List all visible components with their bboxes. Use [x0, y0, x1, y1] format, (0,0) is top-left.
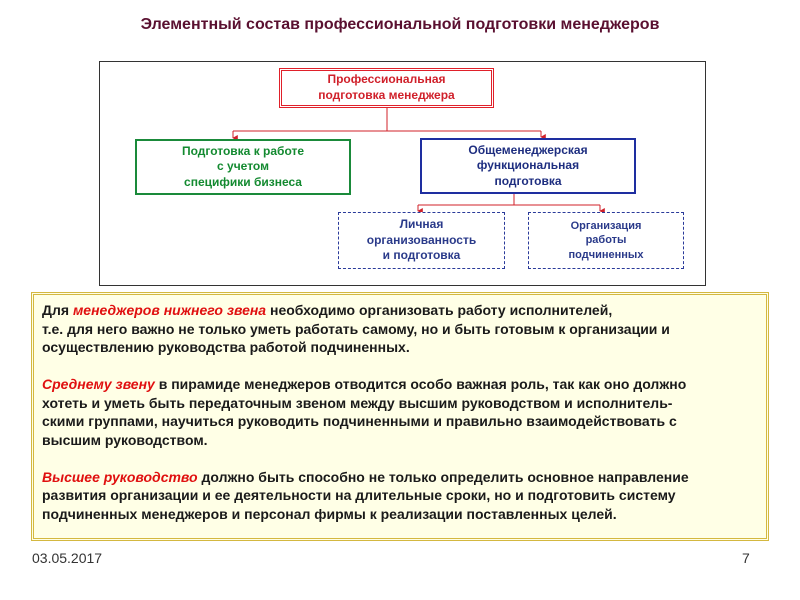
box-line: Организация — [570, 220, 642, 233]
box-personal-organization — [338, 212, 505, 269]
box-line: организованность — [366, 232, 477, 247]
page-number: 7 — [742, 550, 750, 566]
paragraph-top-level — [42, 468, 758, 524]
text-run: высшим руководством. — [42, 431, 208, 448]
highlight-top-level: Высшее руководство — [42, 468, 198, 485]
text-run: осуществлению руководства работой подчиненных. — [42, 339, 410, 355]
box-line: Профессиональная — [327, 72, 446, 87]
box-line: подчиненных — [568, 248, 644, 261]
box-line: Подготовка к работе — [181, 143, 305, 158]
box-line: работы — [585, 234, 627, 247]
box-line: и подготовка — [382, 248, 461, 263]
text-run: т.е. для него важно не только уметь работать самому, но и быть готовым к организации и — [42, 320, 670, 337]
text-run: необходимо организовать работу исполнителей, — [266, 302, 613, 318]
paragraph-lower-level — [42, 301, 758, 357]
paragraph-middle-level — [42, 375, 758, 449]
text-run: развития организации и ее деятельности на длительные сроки, но и подготовить систему — [42, 487, 676, 503]
box-line: функциональная — [476, 158, 580, 173]
slide-title: Элементный состав профессиональной подготовки менеджеров — [140, 16, 660, 33]
description-textbox — [31, 292, 769, 541]
box-business-specific-training — [135, 139, 351, 195]
text-run: Для — [42, 302, 73, 318]
text-run: в пирамиде менеджеров отводится особо важная роль, так как оно должно — [154, 376, 687, 392]
box-line: Личная — [399, 217, 444, 232]
highlight-lower-level: менеджеров нижнего звена — [72, 302, 267, 318]
box-line: подготовка менеджера — [318, 88, 455, 102]
text-run: скими группами, научиться руководить подчиненными и правильно взаимодействовать с — [42, 413, 677, 429]
text-run: должно быть способно не только определить основное направление — [197, 468, 689, 485]
box-subordinates-organization — [528, 212, 684, 269]
highlight-middle-level: Среднему звену — [42, 376, 155, 392]
box-line: специфики бизнеса — [184, 174, 302, 189]
footer-date: 03.05.2017 — [32, 550, 103, 566]
text-run: хотеть и уметь быть передаточным звеном между высшим руководством и исполнитель- — [42, 394, 673, 411]
box-line: с учетом — [217, 159, 269, 174]
text-run: подчиненных менеджеров и персонал фирмы к реализации поставленных целей. — [42, 505, 617, 522]
box-general-management-training — [420, 138, 636, 194]
box-line: подготовка — [494, 173, 562, 188]
box-line: Общеменеджерская — [468, 142, 588, 157]
box-professional-training — [279, 68, 494, 108]
